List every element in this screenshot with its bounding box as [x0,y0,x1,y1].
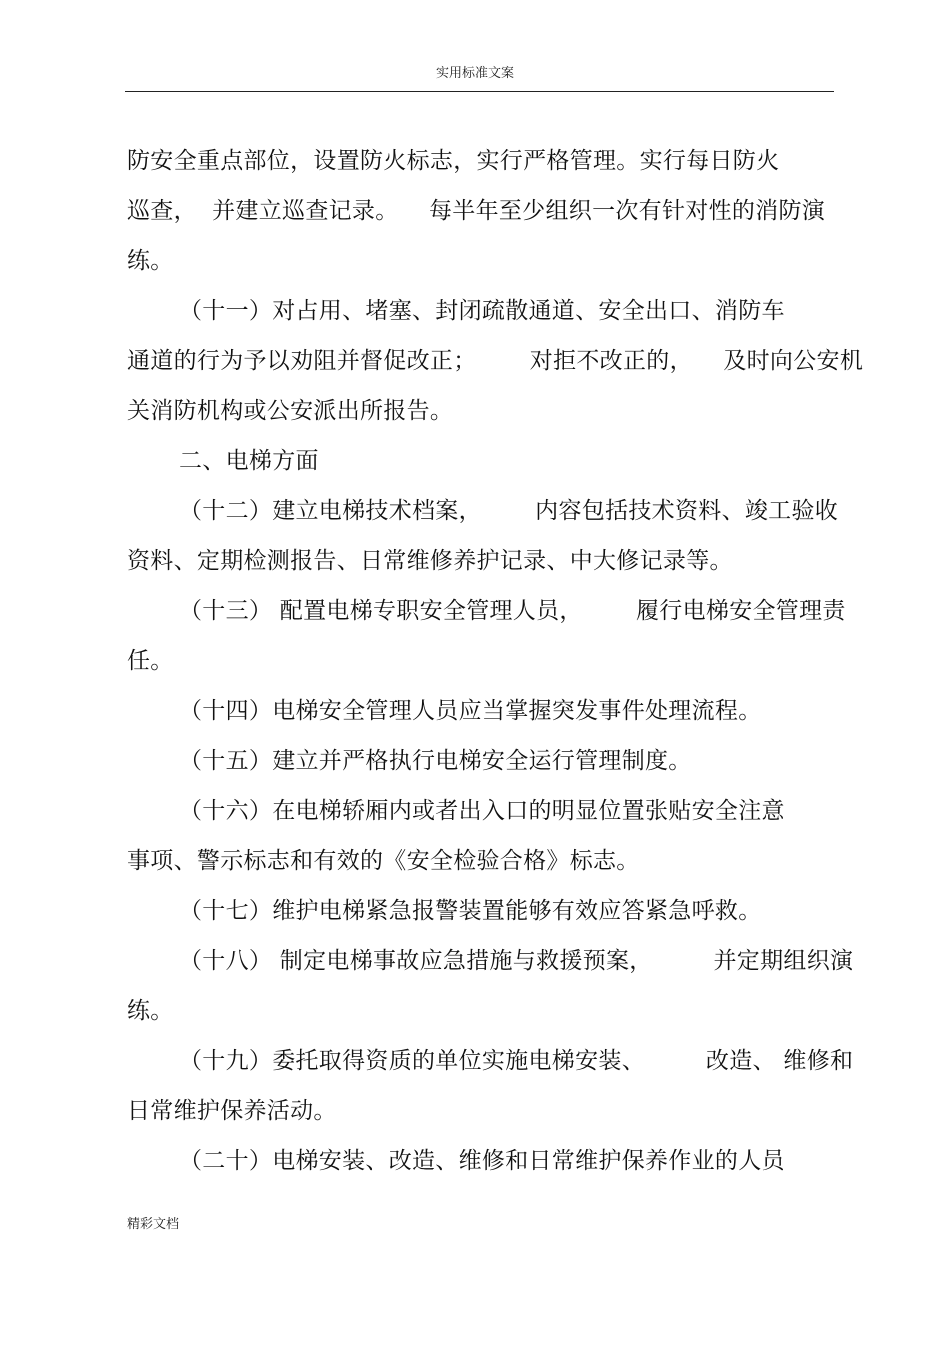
body-line: 资料、定期检测报告、日常维修养护记录、中大修记录等。 [127,548,733,574]
body-line: 日常维护保养活动。 [127,1098,337,1124]
body-line: （十六）在电梯轿厢内或者出入口的明显位置张贴安全注意 [179,798,785,824]
page-footer: 精彩文档 [127,1217,180,1232]
body-line: 巡查， 并建立巡查记录。 每半年至少组织一次有针对性的消防演 [127,198,826,224]
body-line: （十三） 配置电梯专职安全管理人员， 履行电梯安全管理责 [179,598,846,624]
body-line: （十九）委托取得资质的单位实施电梯安装、 改造、 维修和 [179,1048,854,1074]
body-line: （十四）电梯安全管理人员应当掌握突发事件处理流程。 [179,698,762,724]
body-line: 事项、警示标志和有效的《安全检验合格》标志。 [127,848,640,874]
section-heading: 二、电梯方面 [179,448,319,474]
body-line: 练。 [127,248,174,274]
body-line: 练。 [127,998,174,1024]
body-line: （十五）建立并严格执行电梯安全运行管理制度。 [179,748,692,774]
body-line: （十一）对占用、堵塞、封闭疏散通道、安全出口、消防车 [179,298,785,324]
body-line: （十八） 制定电梯事故应急措施与救援预案， 并定期组织演 [179,948,854,974]
body-line: （十七）维护电梯紧急报警装置能够有效应答紧急呼救。 [179,898,762,924]
header-divider [125,91,834,92]
body-line: 关消防机构或公安派出所报告。 [127,398,454,424]
body-line: 通道的行为予以劝阻并督促改正； 对拒不改正的， 及时向公安机 [127,348,864,374]
body-line: 防安全重点部位，设置防火标志，实行严格管理。实行每日防火 [127,148,780,174]
body-line: 任。 [127,648,174,674]
body-line: （二十）电梯安装、改造、维修和日常维护保养作业的人员 [179,1148,785,1174]
body-line: （十二）建立电梯技术档案， 内容包括技术资料、竣工验收 [179,498,839,524]
header-title: 实用标准文案 [435,66,514,81]
